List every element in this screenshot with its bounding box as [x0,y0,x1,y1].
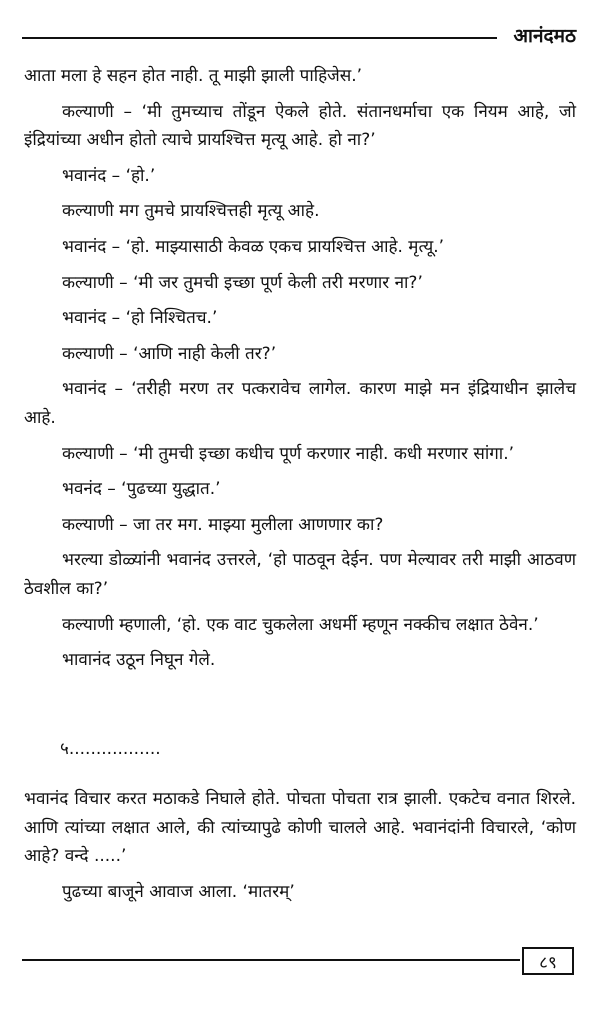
page-number-box: ८९ [522,947,574,975]
paragraph-11: कल्याणी – जा तर मग. माझ्या मुलीला आणणार का? [62,514,384,535]
paragraph-6: भवानंद – ‘हो निश्चितच.’ [62,308,218,329]
paragraph-2: भवानंद – ‘हो.’ [62,165,156,186]
paragraph-after-1: पुढच्या बाजूने आवाज आला. ‘मातरम्’ [62,882,295,903]
header-rule [22,37,497,39]
paragraph-3: कल्याणी मग तुमचे प्रायश्चित्तही मृत्यू आहे. [62,201,320,222]
paragraph-9: कल्याणी – ‘मी तुमची इच्छा कधीच पूर्ण करणार नाही. कधी मरणार सांगा.’ [62,443,515,464]
paragraph-13: कल्याणी म्हणाली, ‘हो. एक वाट चुकलेला अधर्मी म्हणून नक्कीच लक्षात ठेवेन.’ [62,614,539,635]
paragraph-4: भवानंद – ‘हो. माझ्यासाठी केवळ एकच प्रायश्चित्त आहे. मृत्यू.’ [62,236,445,257]
section-heading: ५................. [60,738,161,759]
paragraph-14: भावानंद उठून निघून गेले. [62,650,216,671]
paragraph-8: भवानंद – ‘तरीही मरण तर पत्करावेच लागेल. कारण माझे मन इंद्रियाधीन झालेच आहे. [24,379,576,428]
running-header-title: आनंदमठ [513,25,576,47]
paragraph-1: कल्याणी – ‘मी तुमच्याच तोंडून ऐकले होते. संतानधर्माचा एक नियम आहे, जो इंद्रियांच्या अधीन होतो त्याचे प्रायश्चित्त मृत्यू आहे. हो ना?’ [24,101,576,151]
paragraph-after-0: भवानंद विचार करत मठाकडे निघाले होते. पोचता पोचता रात्र झाली. एकटेच वनात शिरले. आणि त्यांच्या लक्षात आले, की त्यांच्यापुढे कोणी चालले आहे. भवानंदांनी विचारले, ‘कोण आहे? वन्दे .....’ [24,789,576,867]
paragraph-0: आता मला हे सहन होत नाही. तू माझी झाली पाहिजेस.’ [24,66,363,86]
footer-rule [22,959,520,961]
paragraph-7: कल्याणी – ‘आणि नाही केली तर?’ [62,343,277,364]
paragraph-12: भरल्या डोळ्यांनी भवानंद उत्तरले, ‘हो पाठवून देईन. पण मेल्यावर तरी माझी आठवण ठेवशील का?’ [24,550,576,599]
page-body [24,62,576,914]
paragraph-5: कल्याणी – ‘मी जर तुमची इच्छा पूर्ण केली तरी मरणार ना?’ [62,272,423,293]
paragraph-10: भवनंद – ‘पुढच्या युद्धात.’ [62,479,221,500]
